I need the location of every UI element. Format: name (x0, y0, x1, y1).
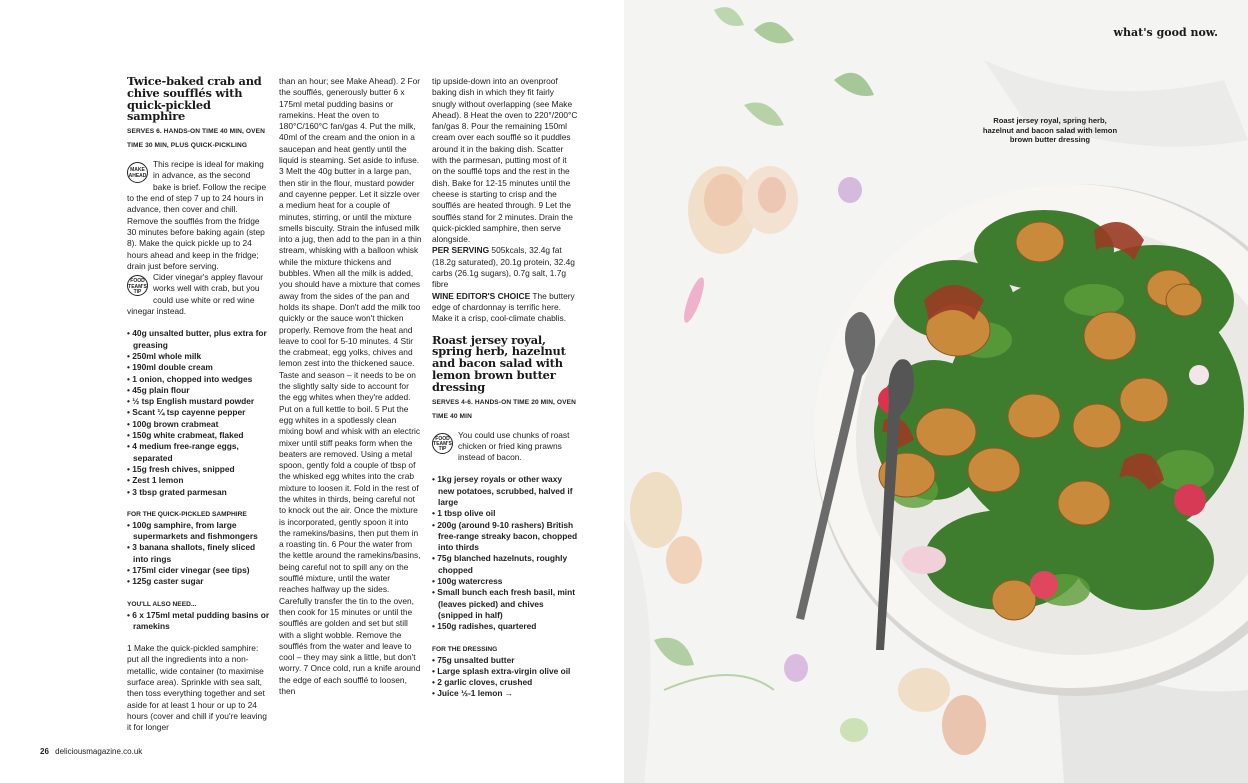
ingredient-item: • 4 medium free-range eggs, separated (127, 441, 270, 464)
ingredient-item: • 40g unsalted butter, plus extra for greasing (127, 328, 270, 351)
recipe1-meta: SERVES 6. HANDS-ON TIME 40 MIN, OVEN TIME 30 MIN, PLUS QUICK-PICKLING (127, 128, 265, 150)
food-team-tip-badge-2: FOOD TEAM'S TIP (432, 433, 453, 454)
ingredient-item: • Small bunch each fresh basil, mint (leaves picked) and chives (snipped in half) (432, 587, 578, 621)
ingredient-item: • Juice ½-1 lemon → (432, 688, 578, 699)
tip-block (127, 272, 270, 317)
recipe1-title: Twice-baked crab and chive soufflés with quick-pickled samphire (127, 74, 262, 124)
column-3 (432, 76, 578, 700)
ingredient-item: • 6 x 175ml metal pudding basins or ramekins (127, 610, 270, 633)
ingredient-item: • 175ml cider vinegar (see tips) (127, 565, 270, 576)
also-need-items (127, 610, 270, 633)
tip-text: Cider vinegar's appley flavour works well with crab, but you could use white or red wine vinegar instead. (127, 272, 264, 317)
per-serving-label: PER SERVING (432, 245, 490, 256)
dressing-ingredients (432, 655, 578, 700)
ingredient-item: • 150g white crabmeat, flaked (127, 430, 270, 441)
ingredient-item: • 150g radishes, quartered (432, 621, 578, 632)
salad-photo-illustration (624, 0, 1248, 783)
ingredient-item: • 190ml double cream (127, 362, 270, 373)
column-1 (127, 76, 270, 734)
column-2 (279, 76, 422, 697)
ingredient-item: • 200g (around 9-10 rashers) British free-range streaky bacon, chopped into thirds (432, 520, 578, 554)
ingredient-item: • ½ tsp English mustard powder (127, 396, 270, 407)
recipe1-ingredients (127, 328, 270, 497)
ingredient-item: • Zest 1 lemon (127, 475, 270, 486)
site-url: deliciousmagazine.co.uk (55, 747, 143, 756)
recipe2-meta: SERVES 4-6. HANDS-ON TIME 20 MIN, OVEN TIME 40 MIN (432, 398, 577, 420)
photo-caption: Roast jersey royal, spring herb, hazelnut and bacon salad with lemon brown butter dressing (982, 116, 1118, 145)
ingredient-item: • 75g blanched hazelnuts, roughly chopped (432, 553, 578, 576)
ingredient-item: • 3 tbsp grated parmesan (127, 487, 270, 498)
ingredient-item: • 100g watercress (432, 576, 578, 587)
wine-label: WINE EDITOR'S CHOICE (432, 290, 531, 301)
food-team-tip-badge: FOOD TEAM'S TIP (127, 275, 148, 296)
recipe2-tip-text: You could use chunks of roast chicken or fried king prawns instead of bacon. (458, 429, 570, 463)
ingredient-item: • Large splash extra-virgin olive oil (432, 666, 578, 677)
section-header-tag: what's good now. (1113, 26, 1218, 39)
dressing-heading: FOR THE DRESSING (432, 645, 498, 653)
ingredient-item: • 250ml whole milk (127, 351, 270, 362)
ingredient-item: • 125g caster sugar (127, 576, 270, 587)
ingredient-item: • 1 tbsp olive oil (432, 508, 578, 519)
ingredient-item: • 75g unsalted butter (432, 655, 578, 666)
per-serving (432, 245, 578, 290)
make-ahead-text: This recipe is ideal for making in advance, as the second bake is brief. Follow the recipe to the end of step 7 up to 24 hours in advance, then cover and chill. Remove the soufflés from the fridge 30 minutes before baking again (step 8). Make the quick pickle up to 24 hours ahead and keep in the fridge; drain just before serving. (127, 159, 267, 271)
recipe2-ingredients (432, 474, 578, 632)
wine-text: The buttery edge of chardonnay is terrific here. Make it a crisp, cool-climate chablis. (432, 290, 575, 324)
recipe2-title: Roast jersey royal, spring herb, hazelnut and bacon salad with lemon brown butter dressing (432, 332, 566, 394)
ingredient-item: • 1kg jersey royals or other waxy new potatoes, scrubbed, halved if large (432, 474, 578, 508)
ingredient-item: • 100g samphire, from large supermarkets and fishmongers (127, 520, 270, 543)
method-part-3: tip upside-down into an ovenproof baking dish in which they fit fairly snugly without overlapping (see Make Ahead). 8 Heat the oven to 220°/200°C fan/gas 8. Pour the remaining 150ml cream over each soufflé so it puddles around it in the baking dish. Scatter with the parmesan, putting most of it on the soufflé tops and the rest in the dish. Bake for 12-15 minutes until the cheese is starting to crisp and the soufflés are heated through. 9 Let the soufflés stand for 2 minutes. Drain the quick-pickled samphire, then serve alongside. (432, 76, 578, 245)
ingredient-item: • 3 banana shallots, finely sliced into rings (127, 542, 270, 565)
method-part-2: than an hour; see Make Ahead). 2 For the soufflés, generously butter 6 x 175ml metal pudding basins or ramekins. Heat the oven to 180°C/160°C fan/gas 4. Put the milk, 40ml of the cream and the onion in a saucepan and heat gently until the liquid is steaming. Set aside to infuse. 3 Melt the 40g butter in a large pan, then stir in the flour, mustard powder and cayenne pepper. Let it sizzle over a medium heat for a couple of minutes, stirring, or until the mixture smells biscuity. Strain the infused milk into a jug, then add to the pan in a thin stream, whisking with a balloon whisk while the mixture thickens and bubbles. When all the milk is added, you should have a mixture that comes away from the sides of the pan and holds its shape. Don't add the milk too quickly or the sauce won't thicken properly. Remove from the heat and leave to cool for 5-10 minutes. 4 Stir the crabmeat, egg yolks, chives and lemon zest into the thickened sauce. Taste and season – it needs to be on the slightly salty side to account for the egg whites when they're added. Put on a full kettle to boil. 5 Put the egg whites in a spotlessly clean mixing bowl and whisk with an electric mixer until stiff peaks form when the beaters are removed. Using a metal spoon, gently fold a couple of tbsp of the whisked egg whites into the crab mixture to loosen it. Fold in the rest of the whites in thirds, being careful not to knock out the air. Once the mixture is incorporated, gently spoon it into the ramekins/basins, then put them in a roasting tin. 6 Pour the water from the kettle around the ramekins/basins, being careful not to spill any on the soufflé mixture, until the water reaches halfway up the sides. Carefully transfer the tin to the oven, then cook for 15 minutes or until the soufflés are golden and set but still with a slight wobble. Remove the soufflés from the water and leave to cool – they may sink a little, but don't worry. 7 Once cold, run a knife around the edge of each soufflé to loosen, then (279, 76, 422, 697)
wine-choice (432, 291, 578, 325)
samphire-heading: FOR THE QUICK-PICKLED SAMPHIRE (127, 510, 247, 518)
recipe2-tip-block (432, 430, 578, 464)
page-folio (40, 747, 142, 756)
make-ahead-badge: MAKE AHEAD (127, 162, 148, 183)
make-ahead-block (127, 159, 270, 272)
ingredient-item: • 15g fresh chives, snipped (127, 464, 270, 475)
ingredient-item: • Scant ¼ tsp cayenne pepper (127, 407, 270, 418)
page-number: 26 (40, 747, 49, 756)
ingredient-item: • 100g brown crabmeat (127, 419, 270, 430)
method-part-1: 1 Make the quick-pickled samphire: put all the ingredients into a non-metallic, wide container (to maximise surface area). Sprinkle with sea salt, then toss everything together and set aside for at least 1 hour or up to 24 hours (cover and chill if you're leaving it for longer (127, 643, 267, 733)
ingredient-item: • 1 onion, chopped into wedges (127, 374, 270, 385)
per-serving-text: 505kcals, 32.4g fat (18.2g saturated), 20.1g protein, 32.4g carbs (26.1g sugars), 0.7g salt, 1.7g fibre (432, 245, 575, 290)
also-need-heading: YOU'LL ALSO NEED... (127, 600, 197, 608)
ingredient-item: • 45g plain flour (127, 385, 270, 396)
samphire-ingredients (127, 520, 270, 588)
right-page-photo (624, 0, 1248, 783)
ingredient-item: • 2 garlic cloves, crushed (432, 677, 578, 688)
